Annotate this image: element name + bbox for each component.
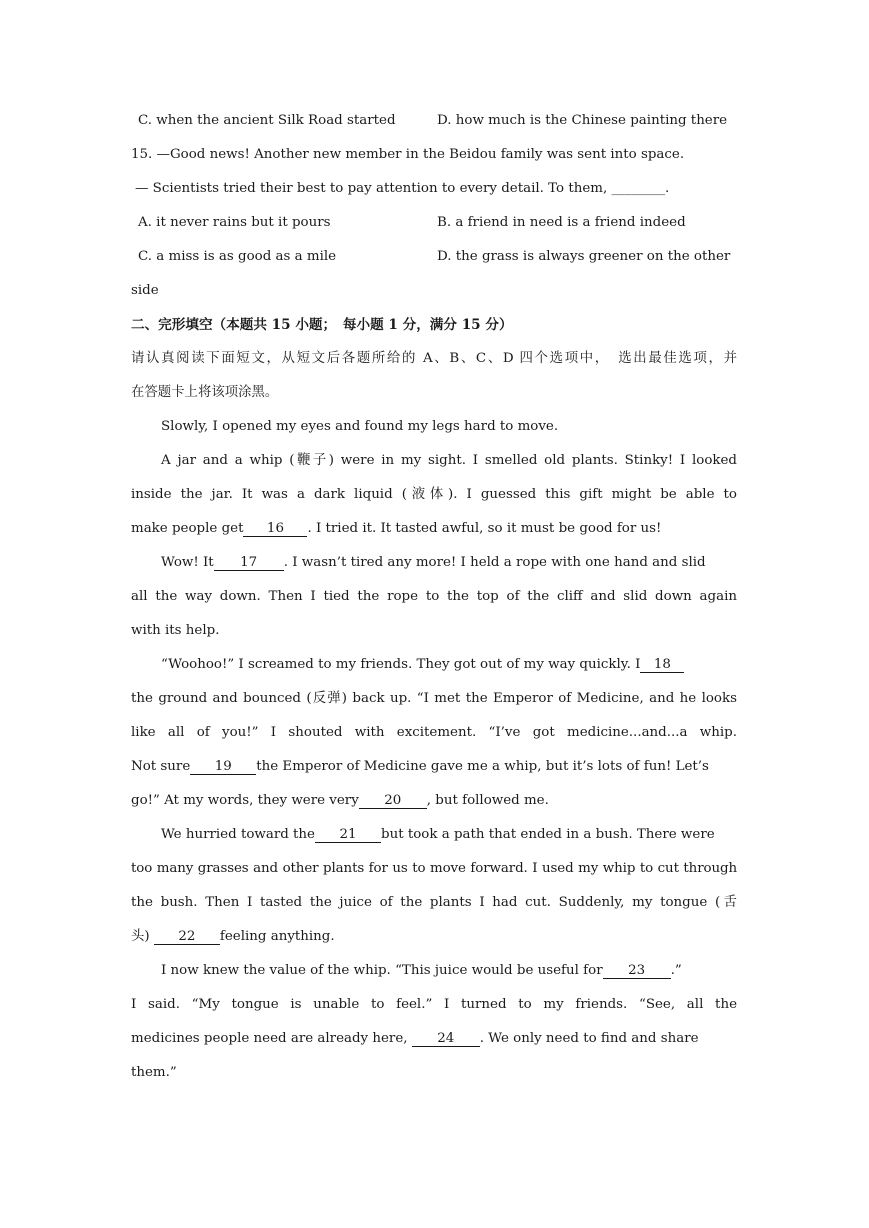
blank-16: 16 [243, 522, 307, 537]
text-segment: , but followed me. [426, 793, 549, 808]
passage-p1: Slowly, I opened my eyes and found my legs hard to move. [161, 419, 559, 434]
text-segment: I now knew the value of the whip. “This juice would be useful for [161, 963, 603, 978]
blank-19: 19 [190, 760, 256, 775]
passage-p6-line-1 [131, 954, 737, 988]
passage-p5-line-2: too many grasses and other plants for us to move forward. I used my whip to cut through [131, 861, 737, 876]
text-segment: . I tried it. It tasted awful, so it must be good for us! [307, 521, 662, 536]
passage-p5-line-1 [131, 818, 737, 852]
text-segment: but took a path that ended in a bush. There were [381, 827, 715, 842]
text-segment: medicines people need are already here, [131, 1031, 408, 1046]
passage-p4-line-4 [131, 750, 737, 784]
passage-p5-line-4 [131, 920, 737, 954]
text-segment: go!” At my words, they were very [131, 793, 359, 808]
blank-20: 20 [359, 794, 427, 809]
passage-p6-line-2: I said. “My tongue is unable to feel.” I turned to my friends. “See, all the [131, 997, 737, 1012]
section-instructions-line-1: 请认真阅读下面短文，从短文后各题所给的 A、B、C、D 四个选项中， 选出最佳选项，并 [131, 351, 737, 366]
text-segment: make people get [131, 521, 244, 536]
blank-23: 23 [603, 964, 671, 979]
passage-p6-line-4: them.” [131, 1065, 177, 1080]
option-c: C. a miss is as good as a mile [138, 249, 337, 264]
option-d: D. how much is the Chinese painting there [437, 113, 728, 128]
option-b: B. a friend in need is a friend indeed [437, 215, 686, 230]
text-segment: the Emperor of Medicine gave me a whip, but it’s lots of fun! Let’s [256, 759, 709, 774]
option-d-continuation: side [131, 283, 159, 298]
passage-p3-line-1 [131, 546, 737, 580]
passage-p3-line-3: with its help. [131, 623, 220, 638]
text-segment: “Woohoo!” I screamed to my friends. They got out of my way quickly. I [161, 657, 641, 672]
blank-17: 17 [214, 556, 284, 571]
passage-p3-line-2: all the way down. Then I tied the rope to the top of the cliff and slid down again [131, 589, 737, 604]
option-c: C. when the ancient Silk Road started [138, 113, 396, 128]
text-segment: We hurried toward the [161, 827, 315, 842]
option-d: D. the grass is always greener on the other [437, 249, 731, 264]
question-15-options-cd [131, 240, 737, 274]
section-instructions-line-2: 在答题卡上将该项涂黑。 [131, 385, 279, 400]
text-segment: . I wasn’t tired any more! I held a rope with one hand and slid [283, 555, 706, 570]
blank-22: 22 [154, 930, 220, 945]
exam-page [131, 104, 737, 1090]
question-15-reply: — Scientists tried their best to pay attention to every detail. To them, ________. [135, 181, 670, 196]
section-heading: 二、完形填空（本题共 15 小题； 每小题 1 分，满分 15 分） [131, 317, 513, 333]
passage-p4-line-3: like all of you!” I shouted with excitement. “I’ve got medicine...and...a whip. [131, 725, 737, 740]
passage-p6-line-3 [131, 1022, 737, 1056]
text-segment: feeling anything. [219, 929, 335, 944]
text-segment: .” [670, 963, 682, 978]
blank-21: 21 [315, 828, 381, 843]
blank-24: 24 [412, 1032, 480, 1047]
passage-p2-line-1: A jar and a whip (鞭子) were in my sight. I smelled old plants. Stinky! I looked [161, 453, 737, 468]
option-a: A. it never rains but it pours [138, 215, 331, 230]
passage-p4-line-5 [131, 784, 737, 818]
text-segment: 头) [131, 929, 150, 944]
text-segment: . We only need to find and share [479, 1031, 699, 1046]
passage-p2-line-3 [131, 512, 737, 546]
question-14-options-cd [131, 104, 737, 138]
passage-p4-line-1 [131, 648, 737, 682]
question-15-options-ab [131, 206, 737, 240]
blank-18: 18 [640, 658, 684, 673]
question-15-prompt: 15. —Good news! Another new member in the Beidou family was sent into space. [131, 147, 685, 162]
text-segment: Wow! It [161, 555, 214, 570]
passage-p5-line-3: the bush. Then I tasted the juice of the plants I had cut. Suddenly, my tongue (舌 [131, 895, 737, 910]
text-segment: Not sure [131, 759, 191, 774]
passage-p4-line-2: the ground and bounced (反弹) back up. “I met the Emperor of Medicine, and he looks [131, 691, 737, 706]
passage-p2-line-2: inside the jar. It was a dark liquid (液体). I guessed this gift might be able to [131, 487, 737, 502]
